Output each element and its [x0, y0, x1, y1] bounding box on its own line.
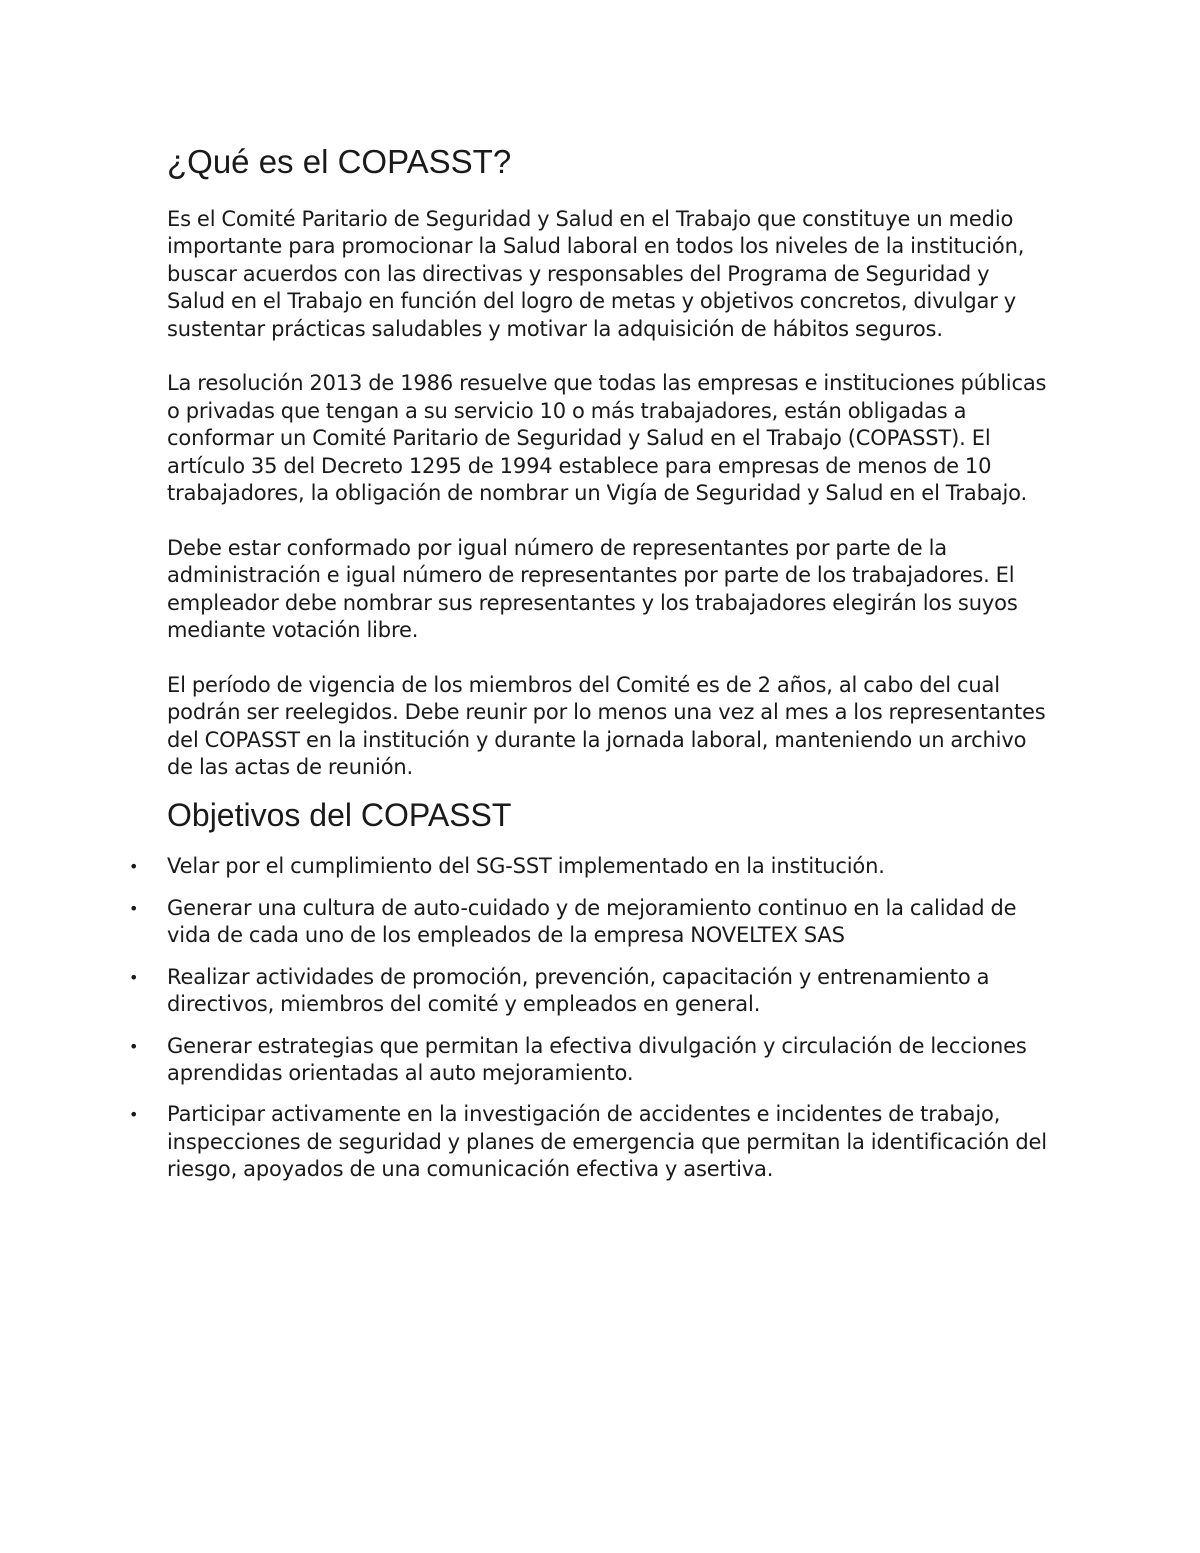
bullet-icon: •	[129, 857, 139, 877]
paragraph-resolucion: La resolución 2013 de 1986 resuelve que todas las empresas e instituciones públicas o privadas que tengan a su servicio 10 o más trabajadores, están obligadas a conformar un Comité Paritario de Seguridad y Salud en el Trabajo (COPASST). El artículo 35 del Decreto 1295 de 1994 establece para empresas de menos de 10 trabajadores, la obligación de nombrar un Vigía de Seguridad y Salud en el Trabajo.	[167, 371, 1047, 506]
bullet-icon: •	[129, 967, 139, 987]
list-item	[129, 1101, 1047, 1183]
list-item-text: Generar estrategias que permitan la efectiva divulgación y circulación de lecciones aprendidas orientadas al auto mejoramiento.	[167, 1033, 1027, 1085]
document-page	[129, 140, 1047, 1198]
list-item-text: Generar una cultura de auto-cuidado y de mejoramiento continuo en la calidad de vida de cada uno de los empleados de la empresa NOVELTEX SAS	[167, 895, 1017, 948]
list-item	[129, 964, 1047, 1019]
list-item-text: Realizar actividades de promoción, prevención, capacitación y entrenamiento a directivos, miembros del comité y empleados en general.	[167, 964, 990, 1017]
paragraph-definicion: Es el Comité Paritario de Seguridad y Salud en el Trabajo que constituye un medio importante para promocionar la Salud laboral en todos los niveles de la institución, buscar acuerdos con las directivas y responsables del Programa de Seguridad y Salud en el Trabajo en función del logro de metas y objetivos concretos, divulgar y sustentar prácticas saludables y motivar la adquisición de hábitos seguros.	[167, 207, 1025, 341]
heading-objetivos: Objetivos del COPASST	[167, 797, 512, 834]
heading-que-es-copasst: ¿Qué es el COPASST?	[167, 143, 512, 180]
objectives-list	[129, 853, 1047, 1183]
paragraph-vigencia: El período de vigencia de los miembros del Comité es de 2 años, al cabo del cual podrán ser reelegidos. Debe reunir por lo menos una vez al mes a los representantes del COPASST en la institución y durante la jornada laboral, manteniendo un archivo de las actas de reunión.	[167, 672, 1046, 780]
list-item	[129, 1033, 1047, 1088]
list-item	[129, 853, 1047, 880]
list-item-text: Participar activamente en la investigación de accidentes e incidentes de trabajo, inspecciones de seguridad y planes de emergencia que permitan la identificación del riesgo, apoyados de una comunicación efectiva y asertiva.	[167, 1102, 1047, 1182]
bullet-icon: •	[129, 1036, 139, 1056]
paragraph-conformacion: Debe estar conformado por igual número de representantes por parte de la administración e igual número de representantes por parte de los trabajadores. El empleador debe nombrar sus representantes y los trabajadores elegirán los suyos mediante votación libre.	[167, 535, 1018, 643]
bullet-icon: •	[129, 1105, 139, 1125]
bullet-icon: •	[129, 898, 139, 918]
list-item	[129, 895, 1047, 950]
list-item-text: Velar por el cumplimiento del SG-SST implementado en la institución.	[167, 854, 885, 879]
